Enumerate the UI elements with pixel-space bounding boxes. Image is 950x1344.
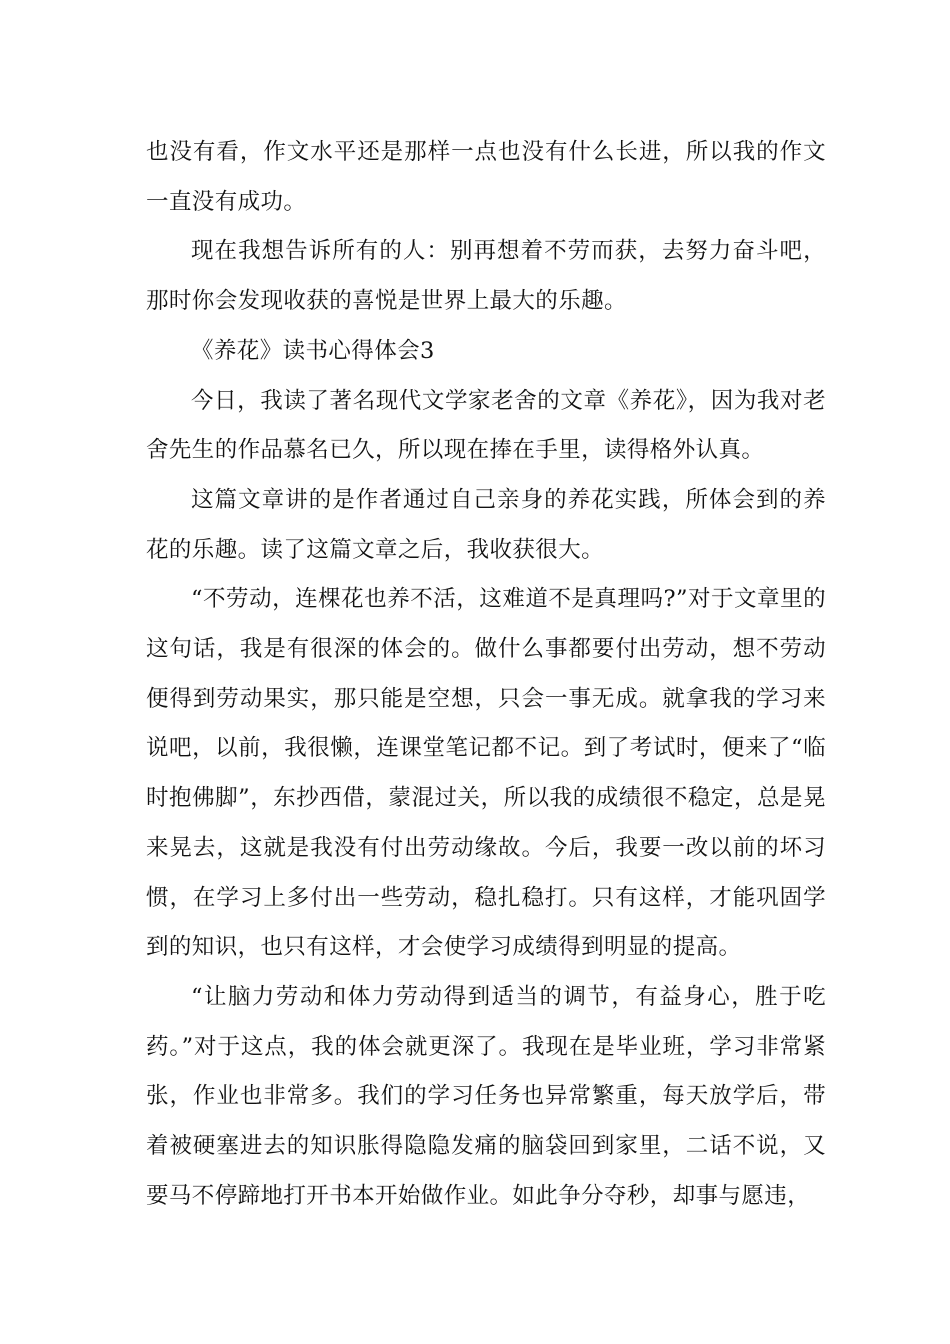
- paragraph: “不劳动，连棵花也养不活，这难道不是真理吗?”对于文章里的这句话，我是有很深的体会的。做什么事都要付出劳动，想不劳动便得到劳动果实，那只能是空想，只会一事无成。就拿我的学习来说吧，以前，我很懒，连课堂笔记都不记。到了考试时，便来了“临时抱佛脚”，东抄西借，蒙混过关，所以我的成绩很不稳定，总是晃来晃去，这就是我没有付出劳动缘故。今后，我要一改以前的坏习惯，在学习上多付出一些劳动，稳扎稳打。只有这样，才能巩固学到的知识，也只有这样，才会使学习成绩得到明显的提高。: [146, 586, 826, 961]
- paragraph-continuation: 也没有看，作文水平还是那样一点也没有什么长进，所以我的作文一直没有成功。: [146, 139, 826, 215]
- paragraph: 这篇文章讲的是作者通过自己亲身的养花实践，所体会到的养花的乐趣。读了这篇文章之后，我收获很大。: [146, 486, 826, 563]
- paragraph: 现在我想告诉所有的人：别再想着不劳而获，去努力奋斗吧，那时你会发现收获的喜悦是世界上最大的乐趣。: [146, 238, 826, 315]
- document-body: [146, 128, 826, 1221]
- paragraph: “让脑力劳动和体力劳动得到适当的调节，有益身心，胜于吃药。”对于这点，我的体会就更深了。我现在是毕业班，学习非常紧张，作业也非常多。我们的学习任务也异常繁重，每天放学后，带着被硬塞进去的知识胀得隐隐发痛的脑袋回到家里，二话不说，又要马不停蹄地打开书本开始做作业。如此争分夺秒，却事与愿违，: [146, 983, 826, 1209]
- section-heading: 《养花》读书心得体会3: [191, 337, 435, 364]
- paragraph: 今日，我读了著名现代文学家老舍的文章《养花》，因为我对老舍先生的作品慕名已久，所以现在捧在手里，读得格外认真。: [146, 387, 826, 464]
